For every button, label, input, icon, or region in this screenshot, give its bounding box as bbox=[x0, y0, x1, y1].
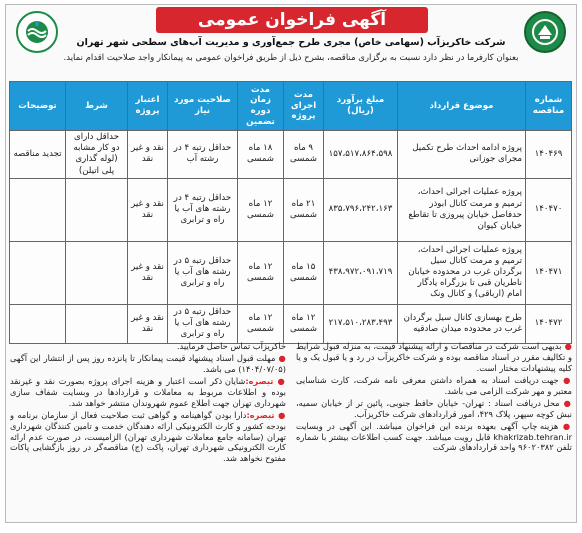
note-item: ● مهلت قبول اسناد پیشنهاد قیمت پیمانکار تا پانزده روز پس از انتشار این آگهی (۱۴۰۴/۰۷/۰۵) می باشد. bbox=[10, 352, 286, 374]
municipality-emblem-icon bbox=[524, 11, 566, 53]
bullet-icon: ● bbox=[558, 374, 572, 385]
cell-warranty: ۱۲ ماه شمسی bbox=[238, 304, 284, 343]
cell-estimate: ۸۳۵،۷۹۶،۲۴۲،۱۶۳ bbox=[324, 178, 398, 241]
cell-condition bbox=[66, 241, 128, 304]
cell-tender-number: ۱۴۰۴۷۱ bbox=[526, 241, 572, 304]
note-item: خاکریزآب تماس حاصل فرمایید. bbox=[176, 341, 286, 351]
cell-duration: ۱۵ ماه شمسی bbox=[284, 241, 324, 304]
cell-duration: ۲۱ ماه شمسی bbox=[284, 178, 324, 241]
bullet-icon: ● bbox=[275, 352, 286, 363]
cell-qualification: حداقل رتبه ۵ در رشته های آب یا راه و ترابری bbox=[168, 241, 238, 304]
cell-condition bbox=[66, 304, 128, 343]
header-funding: اعتبار پروژه bbox=[128, 82, 168, 131]
cell-subject: پروژه عملیات اجرائی احداث، ترمیم و مرمت کانال سیل برگردان غرب در محدوده خیابان ناطریان قبی تا بزرگراه یادگار امام (ارباقی) و کانال ونک bbox=[398, 241, 526, 304]
note-item: ● بدیهی است شرکت در مناقصات و ارائه پیشنهاد قیمت، به منزله قبول شرایط و تکالیف مقرر در اسناد مناقصه بوده و شرکت خاکریزآب در رد و یا قبول یک و یا کلیه پیشنهادات مختار است. bbox=[296, 341, 572, 373]
header-subject: موضوع قرارداد bbox=[398, 82, 526, 131]
header-condition: شرط bbox=[66, 82, 128, 131]
cell-funding: نقد و غیر نقد bbox=[128, 131, 168, 179]
cell-warranty: ۱۲ ماه شمسی bbox=[238, 178, 284, 241]
cell-subject: پروژه عملیات اجرائی احداث، ترمیم و مرمت کانال ابوذر حدفاصل خیابان پیروزی تا تقاطع خیابان کیوان bbox=[398, 178, 526, 241]
bullet-icon: ● bbox=[273, 375, 286, 386]
note-item: ● تبصره:دارا بودن گواهینامه و گواهی ثبت صلاحیت فعال از سازمان برنامه و بودجه کشور و کارت الکترونیکی ارائه دهندگان خدمت و تامین کنندگان شهرداری تهران (سامانه جامع معاملات شهرداری تهران) الزامیست، در صورت عدم ارائه کارت الکترونیکی شهرداری تهران، پاکت (ج) مناقصه‌گر در روز بازگشایی پاکات مفتوح نخواهد شد. bbox=[10, 409, 286, 464]
table-row bbox=[10, 178, 572, 241]
cell-estimate: ۲۱۷،۵۱۰،۲۸۳،۴۹۳ bbox=[324, 304, 398, 343]
notes-column-left bbox=[10, 341, 286, 517]
cell-remarks bbox=[10, 241, 66, 304]
note-item: ● تبصره:شایان ذکر است اعتبار و هزینه اجرای پروژه بصورت نقد و غیرنقد بوده و اطلاعات مربوط به معاملات و قراردادها در وبسایت شفاف سازی شهرداری تهران جهت اطلاع عموم شهروندان منتشر خواهد شد. bbox=[10, 375, 286, 408]
cell-subject: طرح بهسازی کانال سیل برگردان غرب در محدوده میدان صادقیه bbox=[398, 304, 526, 343]
water-company-logo-icon bbox=[16, 11, 58, 53]
announcement-title: آگهی فراخوان عمومی bbox=[156, 7, 428, 33]
notes-section bbox=[10, 341, 572, 517]
intro-text: بعنوان کارفرما در نظر دارد نسبت به برگزاری مناقصه، بشرح ذیل از طریق فراخوان عمومی به پیمانکار واجد صلاحیت اقدام نماید. bbox=[63, 53, 519, 63]
cell-tender-number: ۱۴۰۴۷۲ bbox=[526, 304, 572, 343]
table-header-row bbox=[10, 82, 572, 131]
header-tender-number: شماره مناقصه bbox=[526, 82, 572, 131]
note-item: ● جهت دریافت اسناد به همراه داشتن معرفی نامه شرکت، کارت شناسایی معتبر و مهر شرکت الزامی می باشد. bbox=[296, 374, 572, 396]
cell-estimate: ۱۵۷،۵۱۷،۸۶۴،۵۹۸ bbox=[324, 131, 398, 179]
bullet-icon: ● bbox=[561, 341, 572, 351]
announcement-header bbox=[6, 5, 576, 79]
cell-condition: حداقل دارای دو کار مشابه (لوله گذاری پلی اتیلن) bbox=[66, 131, 128, 179]
cell-qualification: حداقل رتبه ۴ در رشته آب bbox=[168, 131, 238, 179]
header-remarks: توضیحات bbox=[10, 82, 66, 131]
cell-duration: ۹ ماه شمسی bbox=[284, 131, 324, 179]
cell-qualification: حداقل رتبه ۵ در رشته های آب یا راه و ترابری bbox=[168, 304, 238, 343]
note-item: ● محل دریافت اسناد : تهران- خیابان حافظ جنوبی، پائین تر از خیابان سمیه، نبش کوچه سپهر، پلاک ۴۲۹، امور قراردادهای شرکت خاکریزآب. bbox=[296, 397, 572, 419]
header-duration: مدت اجرای پروژه bbox=[284, 82, 324, 131]
cell-warranty: ۱۸ ماه شمسی bbox=[238, 131, 284, 179]
cell-subject: پروژه ادامه احداث طرح تکمیل مجرای جوزانی bbox=[398, 131, 526, 179]
header-warranty: مدت زمان دوره تضمین bbox=[238, 82, 284, 131]
cell-funding: نقد و غیر نقد bbox=[128, 241, 168, 304]
bullet-icon: ● bbox=[558, 420, 572, 431]
header-qualification: صلاحیت مورد نیاز bbox=[168, 82, 238, 131]
cell-remarks bbox=[10, 304, 66, 343]
cell-funding: نقد و غیر نقد bbox=[128, 178, 168, 241]
cell-qualification: حداقل رتبه ۴ در رشته های آب یا راه و ترابری bbox=[168, 178, 238, 241]
cell-remarks: تجدید مناقصه bbox=[10, 131, 66, 179]
cell-estimate: ۴۳۸،۹۷۲،۰۹۱،۷۱۹ bbox=[324, 241, 398, 304]
cell-tender-number: ۱۴۰۴۷۰ bbox=[526, 178, 572, 241]
cell-condition bbox=[66, 178, 128, 241]
note-item: ● هزینه چاپ آگهی بعهده برنده این فراخوان میباشد. این آگهی در وبسایت khakrizab.tehran.ir قابل رویت میباشد. جهت کسب اطلاعات بیشتر با شماره تلفن ۹۶۰۲۰۳۸۲ واحد قراردادهای شرکت bbox=[296, 420, 572, 453]
cell-remarks bbox=[10, 178, 66, 241]
bullet-icon: ● bbox=[274, 409, 286, 420]
cell-tender-number: ۱۴۰۴۶۹ bbox=[526, 131, 572, 179]
cell-funding: نقد و غیر نقد bbox=[128, 304, 168, 343]
header-estimate: مبلغ برآورد (ریال) bbox=[324, 82, 398, 131]
table-row bbox=[10, 241, 572, 304]
company-name: شرکت خاکریزآب (سهامی خاص) مجری طرح جمع‌آوری و مدیریت آب‌های سطحی شهر تهران bbox=[76, 37, 506, 48]
table-row bbox=[10, 131, 572, 179]
bullet-icon: ● bbox=[559, 397, 572, 408]
announcement-page bbox=[5, 4, 577, 523]
tender-table bbox=[9, 81, 572, 344]
cell-warranty: ۱۲ ماه شمسی bbox=[238, 241, 284, 304]
cell-duration: ۱۲ ماه شمسی bbox=[284, 304, 324, 343]
table-row bbox=[10, 304, 572, 343]
notes-column-right bbox=[296, 341, 572, 517]
